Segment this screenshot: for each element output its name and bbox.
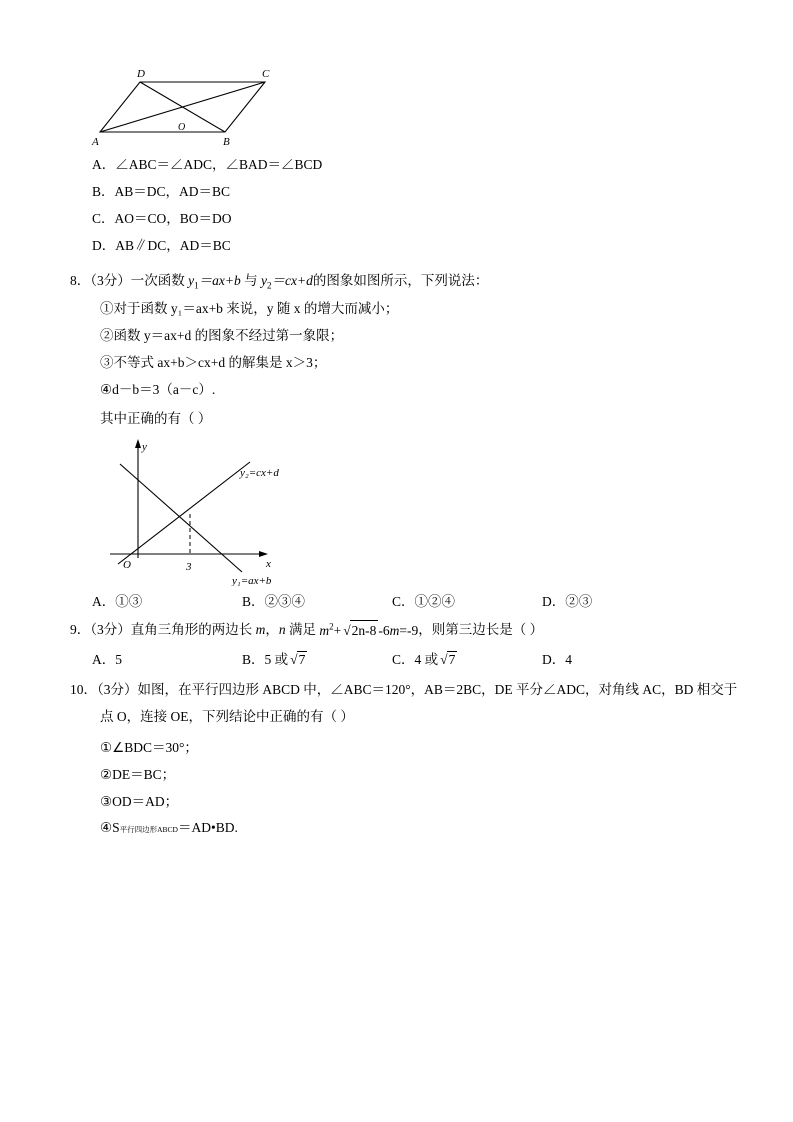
q9-comma: ， bbox=[265, 621, 279, 637]
q7-choice-a: A．∠ABC＝∠ADC，∠BAD＝∠BCD bbox=[92, 157, 323, 172]
q8-question: 其中正确的有（ ） bbox=[100, 411, 212, 426]
q7-choice-b: B．AB＝DC，AD＝BC bbox=[92, 183, 231, 199]
q8-item-3: ③不等式 ax+b＞cx+d 的解集是 x＞3； bbox=[100, 355, 327, 371]
origin-label: O bbox=[123, 558, 131, 571]
figure-parallelogram bbox=[80, 60, 380, 155]
q8-stem bbox=[70, 271, 730, 294]
y-axis-label: y bbox=[142, 440, 147, 453]
q10-number: 10．（3分） bbox=[70, 681, 138, 697]
page-content bbox=[70, 60, 738, 845]
q7-choice-c: C．AO＝CO，BO＝DO bbox=[92, 210, 232, 226]
q10-item-2: ②DE＝BC； bbox=[100, 766, 176, 782]
q10-item4-prefix: ④S bbox=[100, 820, 120, 836]
q9-formula: $m^2+ √2n-8$ -6m=-9 bbox=[319, 620, 418, 642]
q8-item-2: ②函数 y＝ax+d 的图象不经过第一象限； bbox=[100, 328, 344, 344]
q8-y1-sub: 1 bbox=[194, 280, 199, 291]
q8-eq2: ＝cx+d bbox=[271, 272, 313, 288]
q9-text-b: 满足 bbox=[285, 621, 320, 637]
q8-eq1: ＝ax+b bbox=[198, 272, 241, 288]
q8-choice-d: D．②③ bbox=[542, 593, 593, 609]
q9-text-c: ，则第三边长是（ ） bbox=[418, 621, 544, 637]
q9-choice-b: B．5 或 √7 bbox=[242, 651, 306, 667]
q8-y2-sub: 2 bbox=[266, 280, 272, 291]
q9-n: n bbox=[278, 621, 286, 637]
q7-choice-d: D．AB∥DC，AD＝BC bbox=[92, 237, 231, 253]
q10-line1: 如图，在平行四边形 ABCD 中，∠ABC＝120°，AB＝2BC，DE 平分∠ADC，对角线 AC，BD 相交于 bbox=[137, 681, 738, 697]
q10-stem-line2: 点 O，连接 OE，下列结论中正确的有（ ） bbox=[100, 708, 354, 724]
q9-choice-d: D．4 bbox=[542, 651, 572, 667]
q8-choice-c: C．①②④ bbox=[392, 593, 456, 609]
q10-stem-line1 bbox=[70, 680, 738, 701]
q10-item-4 bbox=[70, 818, 730, 839]
q10-item-1: ①∠BDC＝30°； bbox=[100, 739, 198, 755]
q9-stem bbox=[70, 620, 730, 642]
q8-y2: y bbox=[260, 272, 267, 288]
label-B: B bbox=[223, 136, 230, 148]
q9-number: 9．（3分） bbox=[70, 621, 131, 637]
q8-choices bbox=[70, 590, 730, 610]
q10-item4-rest: ＝AD•BD. bbox=[177, 820, 238, 836]
q8-y1: y bbox=[188, 272, 195, 288]
q9-m: m bbox=[255, 621, 266, 637]
label-O: O bbox=[178, 122, 186, 133]
q8-stem-b: 的图象如图所示，下列说法： bbox=[312, 272, 489, 288]
q8-item-4: ④d－b＝3（a－c）. bbox=[100, 382, 216, 398]
x-tick-3: 3 bbox=[186, 560, 192, 573]
q10-item4-sub: 平行四边形ABCD bbox=[119, 825, 178, 835]
label-A: A bbox=[92, 136, 99, 148]
label-C: C bbox=[262, 68, 270, 80]
x-axis-label: x bbox=[266, 557, 271, 570]
parallelogram-svg bbox=[80, 60, 380, 155]
q9-choice-c: C．4 或 √7 bbox=[392, 651, 456, 667]
q8-choice-b: B．②③④ bbox=[242, 593, 306, 609]
q9-choices bbox=[70, 648, 730, 668]
line1-label: y₁=ax+b bbox=[232, 574, 272, 586]
q8-stem-a: 一次函数 bbox=[130, 272, 189, 288]
q8-number: 8．（3分） bbox=[70, 272, 131, 288]
line2-label: y₂=cx+d bbox=[240, 466, 279, 479]
linear-graph-svg bbox=[90, 436, 430, 586]
q9-choice-a: A．5 bbox=[92, 651, 122, 667]
q10-item-3: ③OD＝AD； bbox=[100, 793, 179, 809]
q9-text-a: 直角三角形的两边长 bbox=[130, 621, 256, 637]
figure-linear-graph bbox=[90, 436, 430, 586]
q8-with: 与 bbox=[240, 272, 261, 288]
q8-choice-a: A．①③ bbox=[92, 593, 143, 609]
label-D: D bbox=[137, 68, 145, 80]
q8-item-1: ①对于函数 y₁＝ax+b 来说，y 随 x 的增大而减小； bbox=[100, 301, 399, 317]
